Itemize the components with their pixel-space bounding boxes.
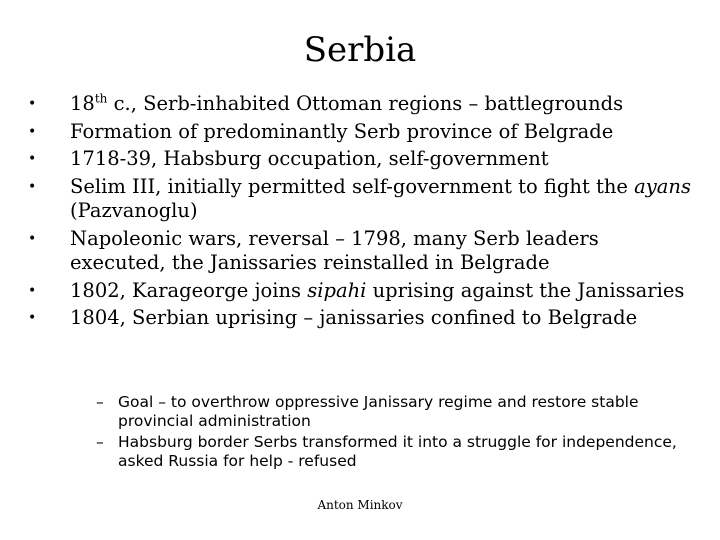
bullet-text: 1718-39, Habsburg occupation, self-government xyxy=(70,147,549,170)
sub-bullet-text: Goal – to overthrow oppressive Janissary regime and restore stable provincial administration xyxy=(118,393,639,430)
bullet-marker: • xyxy=(28,123,37,140)
sub-bullet-item xyxy=(96,393,686,431)
bullet-marker: • xyxy=(28,230,37,247)
bullet-text-pre: 1802, Karageorge joins xyxy=(70,278,308,302)
sub-bullet-item xyxy=(96,433,686,471)
bullet-list xyxy=(28,92,698,334)
dash-marker: – xyxy=(96,393,104,411)
bullet-text: (Pazvanoglu) xyxy=(70,199,198,222)
bullet-item xyxy=(28,175,698,224)
bullet-marker: • xyxy=(28,282,37,299)
bullet-marker: • xyxy=(28,151,37,167)
bullet-text: 1804, Serbian uprising – janissaries confined to Belgrade xyxy=(70,306,638,329)
bullet-text: Napoleonic wars, reversal – 1798, many Serb leaders executed, the Janissaries reinstalled in Belgrade xyxy=(70,226,599,274)
bullet-item xyxy=(28,306,698,331)
bullet-text: uprising against the Janissaries xyxy=(366,278,685,302)
bullet-item xyxy=(28,120,698,145)
bullet-item xyxy=(28,279,698,304)
sub-bullet-text: Habsburg border Serbs transformed it into a struggle for independence, asked Russia for help - refused xyxy=(118,433,677,470)
bullet-text-pre: 18 xyxy=(70,92,95,115)
footer-author: Anton Minkov xyxy=(317,498,403,512)
bullet-emphasis: ayans xyxy=(634,174,691,198)
bullet-text: Formation of predominantly Serb province of Belgrade xyxy=(70,119,614,143)
bullet-text-pre: Selim III, initially permitted self-government to fight the xyxy=(70,174,635,198)
bullet-text: c., Serb-inhabited Ottoman regions – battlegrounds xyxy=(107,92,624,115)
dash-marker: – xyxy=(96,433,104,451)
bullet-item xyxy=(28,92,698,117)
bullet-marker: • xyxy=(28,178,37,195)
bullet-superscript: th xyxy=(94,91,108,106)
slide-title: Serbia xyxy=(303,30,417,70)
bullet-marker: • xyxy=(28,310,37,326)
sub-bullet-list xyxy=(96,393,686,473)
bullet-item xyxy=(28,227,698,276)
bullet-item xyxy=(28,147,698,172)
bullet-marker: • xyxy=(28,96,37,112)
bullet-emphasis: sipahi xyxy=(307,278,367,302)
